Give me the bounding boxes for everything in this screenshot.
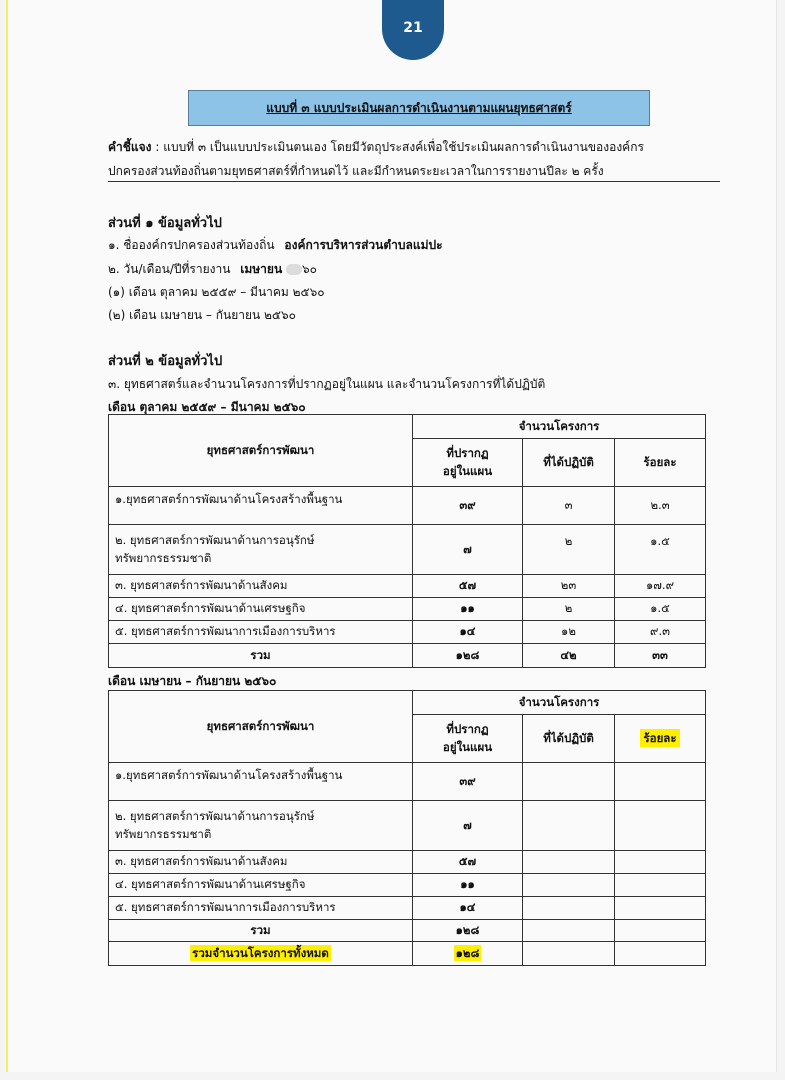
total-label: รวม: [109, 644, 413, 668]
row-strategy-name: ๔. ยุทธศาสตร์การพัฒนาด้านเศรษฐกิจ: [109, 598, 413, 621]
total-row: [109, 644, 706, 668]
explanation-text-1: : แบบที่ ๓ เป็นแบบประเมินตนเอง โดยมีวัตถุประสงค์เพื่อใช้ประเมินผลการดำเนินงานขององค์กร: [151, 140, 644, 154]
report-date-label: ๒. วัน/เดือน/ปีที่รายงาน: [108, 262, 231, 276]
total-percent: [615, 920, 706, 942]
row-in-plan: ๕๗: [413, 851, 523, 874]
row-in-plan: ๓๙: [413, 487, 523, 525]
row-implemented: [523, 874, 615, 897]
table-row: [109, 487, 706, 525]
row-implemented: [523, 763, 615, 801]
org-name-line: [108, 236, 443, 255]
table-row: [109, 897, 706, 920]
table-row: [109, 525, 706, 575]
grand-total-percent: [615, 942, 706, 966]
handwritten-mark: [286, 264, 302, 275]
part1-heading: ส่วนที่ ๑ ข้อมูลทั่วไป: [108, 216, 222, 231]
row-percent: ๑๗.๙: [615, 575, 706, 598]
row-strategy-name: ๕. ยุทธศาสตร์การพัฒนาการเมืองการบริหาร: [109, 897, 413, 920]
table-row: [109, 874, 706, 897]
form-title: แบบที่ ๓ แบบประเมินผลการดำเนินงานตามแผนยุทธศาสตร์: [188, 90, 650, 126]
row-implemented: ๒: [523, 525, 615, 575]
report-date-month: เมษายน: [240, 262, 283, 276]
row-implemented: [523, 897, 615, 920]
org-label: ๑. ชื่อองค์กรปกครองส่วนท้องถิ่น: [108, 238, 275, 252]
row-implemented: [523, 851, 615, 874]
row-percent: ๙.๓: [615, 621, 706, 644]
total-row: [109, 920, 706, 942]
grand-total-in-plan: ๑๒๘: [413, 942, 523, 966]
grand-total-row: [109, 942, 706, 966]
total-in-plan: ๑๒๘: [413, 644, 523, 668]
document-page: [6, 0, 777, 1072]
row-in-plan: ๑๔: [413, 897, 523, 920]
total-label: รวม: [109, 920, 413, 942]
row-strategy-name: ๑.ยุทธศาสตร์การพัฒนาด้านโครงสร้างพื้นฐาน: [109, 763, 413, 801]
table2-caption: เดือน เมษายน – กันยายน ๒๕๖๐: [108, 674, 277, 688]
row-percent: ๑.๕: [615, 598, 706, 621]
total-in-plan: ๑๒๘: [413, 920, 523, 942]
row-in-plan: ๑๑: [413, 874, 523, 897]
row-in-plan: ๓๙: [413, 763, 523, 801]
grand-total-label: รวมจำนวนโครงการทั้งหมด: [109, 942, 413, 966]
row-percent: [615, 763, 706, 801]
part2-heading: ส่วนที่ ๒ ข้อมูลทั่วไป: [108, 354, 223, 369]
org-value: องค์การบริหารส่วนตำบลแม่ปะ: [284, 238, 443, 252]
row-implemented: ๓: [523, 487, 615, 525]
row-implemented: ๑๒: [523, 621, 615, 644]
period-2: (๒) เดือน เมษายน – กันยายน ๒๕๖๐: [108, 308, 296, 322]
row-in-plan: ๑๔: [413, 621, 523, 644]
row-strategy-name: ๒. ยุทธศาสตร์การพัฒนาด้านการอนุรักษ์ ทรัพยากรธรรมชาติ: [109, 801, 413, 851]
row-strategy-name: ๑.ยุทธศาสตร์การพัฒนาด้านโครงสร้างพื้นฐาน: [109, 487, 413, 525]
row-in-plan: ๑๑: [413, 598, 523, 621]
row-strategy-name: ๕. ยุทธศาสตร์การพัฒนาการเมืองการบริหาร: [109, 621, 413, 644]
divider: [108, 181, 720, 182]
row-strategy-name: ๔. ยุทธศาสตร์การพัฒนาด้านเศรษฐกิจ: [109, 874, 413, 897]
table1-caption: เดือน ตุลาคม ๒๕๕๙ – มีนาคม ๒๕๖๐: [108, 400, 306, 414]
header-strategy: ยุทธศาสตร์การพัฒนา: [109, 691, 413, 763]
page-number-badge: 21: [382, 0, 444, 60]
total-percent: ๓๓: [615, 644, 706, 668]
table-oct-mar: [108, 414, 706, 668]
item3-text: ๓. ยุทธศาสตร์และจำนวนโครงการที่ปรากฏอยู่ในแผน และจำนวนโครงการที่ได้ปฏิบัติ: [108, 377, 546, 391]
period-1: (๑) เดือน ตุลาคม ๒๕๕๙ – มีนาคม ๒๕๖๐: [108, 285, 325, 299]
row-percent: ๒.๓: [615, 487, 706, 525]
row-implemented: [523, 801, 615, 851]
row-percent: ๑.๕: [615, 525, 706, 575]
row-strategy-name: ๒. ยุทธศาสตร์การพัฒนาด้านการอนุรักษ์ ทรัพยากรธรรมชาติ: [109, 525, 413, 575]
table-apr-sep: [108, 690, 706, 966]
table-row: [109, 851, 706, 874]
row-in-plan: ๕๗: [413, 575, 523, 598]
row-implemented: ๒๓: [523, 575, 615, 598]
row-in-plan: ๗: [413, 801, 523, 851]
header-implemented: ที่ได้ปฏิบัติ: [523, 715, 615, 763]
header-in-plan: ที่ปรากฏ อยู่ในแผน: [413, 439, 523, 487]
table-row: [109, 575, 706, 598]
row-strategy-name: ๓. ยุทธศาสตร์การพัฒนาด้านสังคม: [109, 575, 413, 598]
row-percent: [615, 897, 706, 920]
total-implemented: ๔๒: [523, 644, 615, 668]
report-date-line: [108, 260, 317, 279]
row-percent: [615, 801, 706, 851]
table-row: [109, 801, 706, 851]
header-percent: ร้อยละ: [615, 715, 706, 763]
table-row: [109, 763, 706, 801]
row-implemented: ๒: [523, 598, 615, 621]
row-in-plan: ๗: [413, 525, 523, 575]
table-row: [109, 598, 706, 621]
header-project-count: จำนวนโครงการ: [413, 415, 706, 439]
report-date-year: ๖๐: [301, 262, 317, 276]
header-strategy: ยุทธศาสตร์การพัฒนา: [109, 415, 413, 487]
row-percent: [615, 851, 706, 874]
explanation-text-2: ปกครองส่วนท้องถิ่นตามยุทธศาสตร์ที่กำหนดไว้ และมีกำหนดระยะเวลาในการรายงานปีละ ๒ ครั้ง: [108, 164, 604, 178]
row-percent: [615, 874, 706, 897]
table-row: [109, 621, 706, 644]
header-implemented: ที่ได้ปฏิบัติ: [523, 439, 615, 487]
explanation-line-1: [108, 138, 644, 157]
header-in-plan: ที่ปรากฏ อยู่ในแผน: [413, 715, 523, 763]
header-percent: ร้อยละ: [615, 439, 706, 487]
row-strategy-name: ๓. ยุทธศาสตร์การพัฒนาด้านสังคม: [109, 851, 413, 874]
total-implemented: [523, 920, 615, 942]
header-project-count: จำนวนโครงการ: [413, 691, 706, 715]
grand-total-implemented: [523, 942, 615, 966]
explanation-label: คำชี้แจง: [108, 140, 152, 154]
